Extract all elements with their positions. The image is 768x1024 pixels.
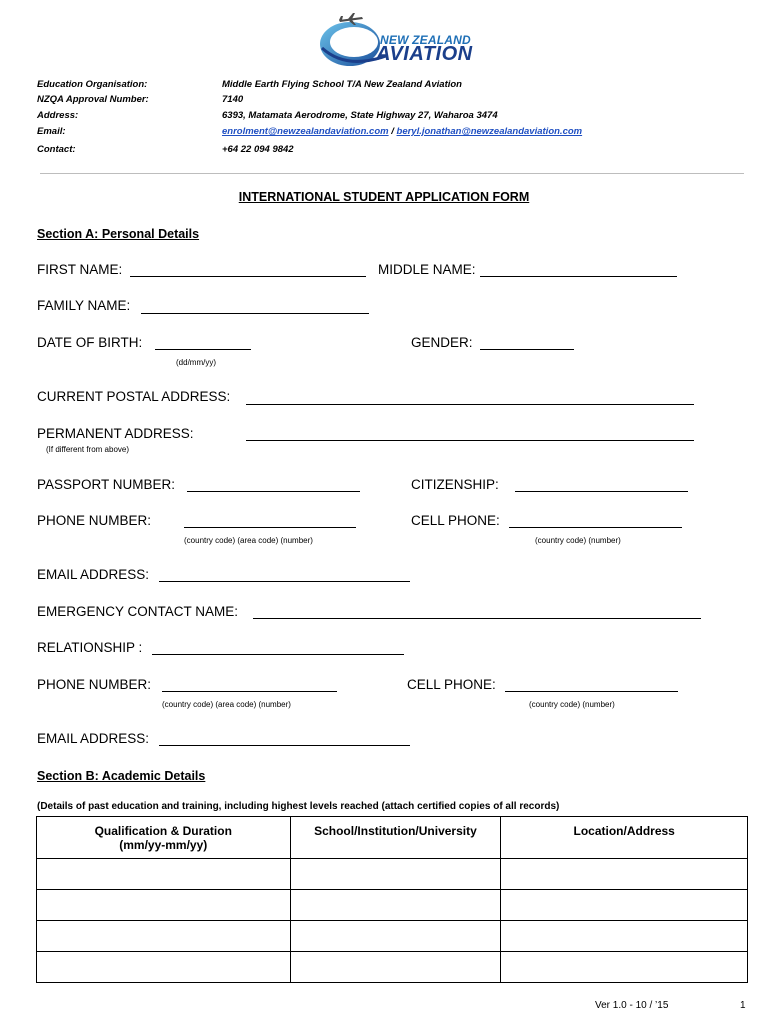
relationship-field[interactable] (152, 654, 404, 655)
form-title: INTERNATIONAL STUDENT APPLICATION FORM (238, 190, 530, 204)
academic-table (36, 816, 748, 983)
version-label: Ver 1.0 - 10 / ’15 (595, 1000, 669, 1011)
table-cell[interactable] (37, 890, 291, 921)
table-cell[interactable] (501, 890, 748, 921)
emergency-cell-hint: (country code) (number) (529, 700, 615, 709)
dob-label: DATE OF BIRTH: (37, 335, 143, 350)
table-row (37, 921, 748, 952)
postal-address-label: CURRENT POSTAL ADDRESS: (37, 389, 231, 404)
citizenship-field[interactable] (515, 491, 688, 492)
nzqa-value: 7140 (222, 94, 244, 105)
relationship-label: RELATIONSHIP : (37, 640, 143, 655)
email-link-beryl[interactable]: beryl.jonathan@newzealandaviation.com (396, 126, 583, 137)
passport-label: PASSPORT NUMBER: (37, 477, 176, 492)
table-cell[interactable] (501, 952, 748, 983)
emergency-phone-label: PHONE NUMBER: (37, 677, 152, 692)
logo-text-bottom: AVIATION (376, 43, 473, 65)
table-cell[interactable] (501, 921, 748, 952)
postal-address-field[interactable] (246, 404, 694, 405)
citizenship-label: CITIZENSHIP: (411, 477, 499, 492)
table-cell[interactable] (290, 890, 501, 921)
emergency-email-label: EMAIL ADDRESS: (37, 731, 150, 746)
section-a-heading: Section A: Personal Details (37, 227, 200, 241)
gender-field[interactable] (480, 349, 574, 350)
emergency-contact-field[interactable] (253, 618, 701, 619)
permanent-address-hint: (If different from above) (46, 445, 129, 454)
table-row (37, 952, 748, 983)
academic-table-header (37, 817, 748, 859)
phone-hint: (country code) (area code) (number) (184, 536, 313, 545)
permanent-address-field[interactable] (246, 440, 694, 441)
cell-phone-hint: (country code) (number) (535, 536, 621, 545)
middle-name-field[interactable] (480, 276, 677, 277)
table-cell[interactable] (290, 952, 501, 983)
email-label: Email: (37, 126, 66, 137)
email-address-field[interactable] (159, 581, 410, 582)
email-link-enrolment[interactable]: enrolment@newzealandaviation.com (222, 126, 389, 137)
emergency-contact-label: EMERGENCY CONTACT NAME: (37, 604, 239, 619)
emergency-phone-hint: (country code) (area code) (number) (162, 700, 291, 709)
dob-field[interactable] (155, 349, 251, 350)
address-value: 6393, Matamata Aerodrome, State Highway 27, Waharoa 3474 (222, 110, 498, 121)
family-name-label: FAMILY NAME: (37, 298, 131, 313)
column-header-location: Location/Address (501, 817, 748, 859)
cell-phone-field[interactable] (509, 527, 682, 528)
table-row (37, 859, 748, 890)
cell-phone-label: CELL PHONE: (411, 513, 500, 528)
gender-label: GENDER: (411, 335, 473, 350)
address-label: Address: (37, 110, 79, 121)
column-header-qualification-line2: (mm/yy-mm/yy) (119, 838, 208, 852)
table-cell[interactable] (37, 921, 291, 952)
table-cell[interactable] (290, 859, 501, 890)
table-row (37, 890, 748, 921)
middle-name-label: MIDDLE NAME: (378, 262, 476, 277)
column-header-qualification-line1: Qualification & Duration (94, 824, 232, 838)
table-cell[interactable] (37, 952, 291, 983)
email-address-label: EMAIL ADDRESS: (37, 567, 150, 582)
nzqa-label: NZQA Approval Number: (37, 94, 149, 105)
permanent-address-label: PERMANENT ADDRESS: (37, 426, 194, 441)
first-name-field[interactable] (130, 276, 366, 277)
table-cell[interactable] (501, 859, 748, 890)
email-values (222, 126, 582, 137)
emergency-cell-field[interactable] (505, 691, 678, 692)
table-cell[interactable] (37, 859, 291, 890)
family-name-field[interactable] (141, 313, 369, 314)
contact-value: +64 22 094 9842 (222, 144, 294, 155)
phone-label: PHONE NUMBER: (37, 513, 152, 528)
academic-note: (Details of past education and training, including highest levels reached (attach certified copies of all records) (37, 801, 560, 812)
column-header-school: School/Institution/University (290, 817, 501, 859)
contact-label: Contact: (37, 144, 76, 155)
section-b-heading: Section B: Academic Details (37, 769, 206, 783)
emergency-email-field[interactable] (159, 745, 410, 746)
table-cell[interactable] (290, 921, 501, 952)
first-name-label: FIRST NAME: (37, 262, 123, 277)
education-org-label: Education Organisation: (37, 79, 148, 90)
dob-hint: (dd/mm/yy) (176, 358, 216, 367)
education-org-value: Middle Earth Flying School T/A New Zealand Aviation (222, 79, 462, 90)
emergency-cell-label: CELL PHONE: (407, 677, 496, 692)
phone-field[interactable] (184, 527, 356, 528)
page-number: 1 (740, 1000, 746, 1011)
email-separator: / (388, 126, 397, 137)
passport-field[interactable] (187, 491, 360, 492)
header-divider (40, 173, 744, 174)
column-header-qualification (37, 817, 291, 859)
emergency-phone-field[interactable] (162, 691, 337, 692)
logo-text-top: NEW ZEALAND (380, 33, 471, 47)
airplane-icon (338, 12, 364, 26)
